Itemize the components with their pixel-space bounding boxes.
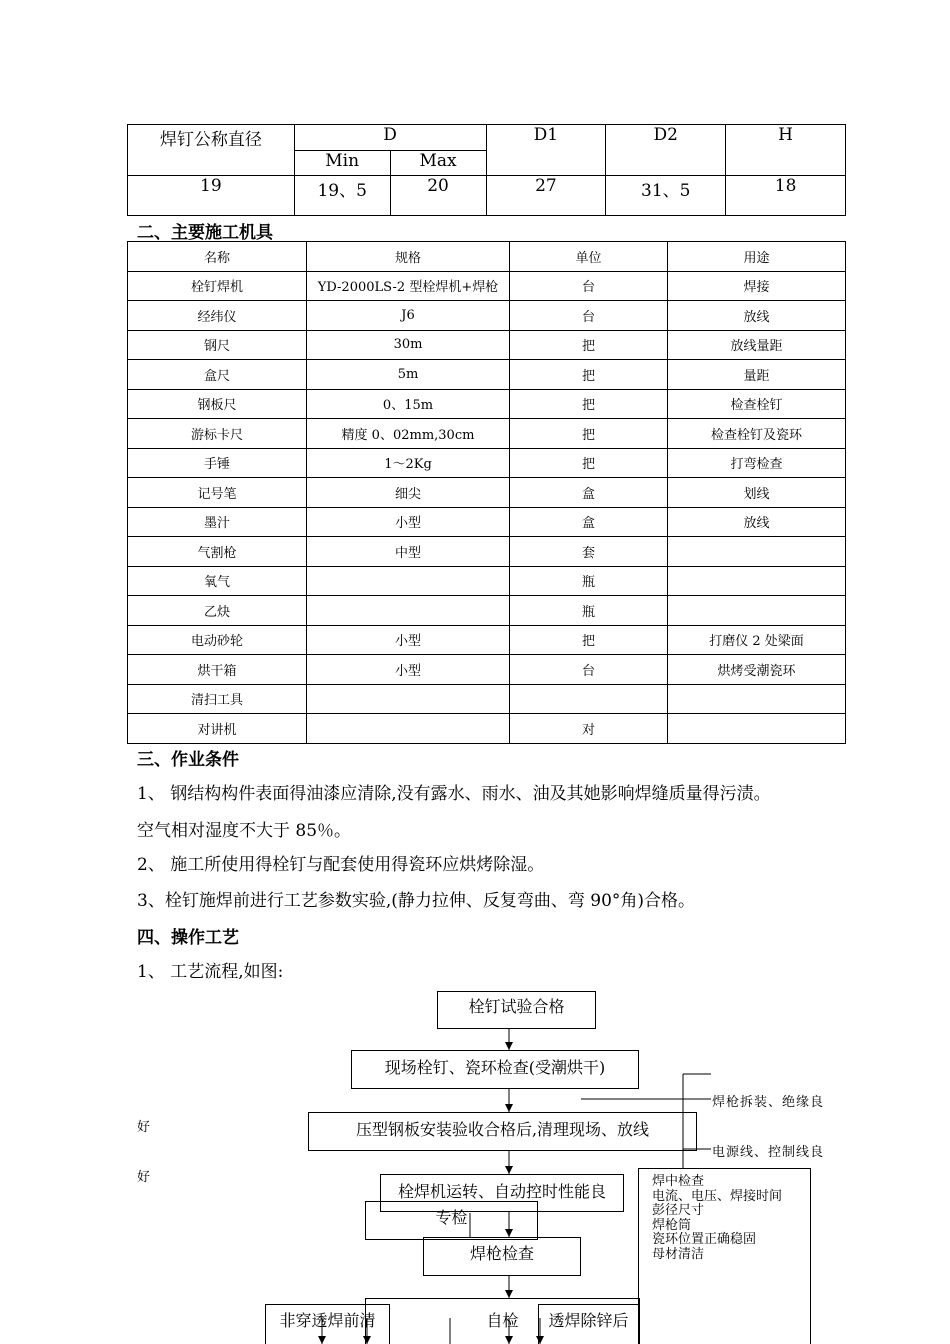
flow-step-site-check: 现场栓钉、瓷环检查(受潮烘干) [351, 1050, 639, 1089]
section-heading-conditions: 三、作业条件 [137, 750, 239, 770]
condition-2: 2、 施工所使用得栓钉与配套使用得瓷环应烘烤除湿。 [137, 855, 545, 875]
tools-cell: 台 [510, 655, 668, 685]
flow-intro: 1、 工艺流程,如图: [137, 962, 284, 982]
tools-cell: 放线量距 [668, 330, 846, 360]
note-line: 电流、电压、焊接时间 [652, 1188, 783, 1204]
tools-cell: 检查栓钉及瓷环 [668, 419, 846, 449]
tools-cell: 30m [307, 330, 510, 360]
tools-cell: 放线 [668, 301, 846, 331]
flow-step-gun-inspection: 焊枪检查 [423, 1237, 581, 1276]
tools-cell: 5m [307, 360, 510, 390]
tools-cell: 焊接 [668, 271, 846, 301]
note-line: 瓷环位置正确稳固 [652, 1232, 757, 1247]
tools-cell: 对 [510, 714, 668, 744]
spec-cell: 20 [390, 176, 486, 216]
tools-cell: 氧气 [128, 566, 307, 596]
spec-cell: 27 [486, 176, 606, 216]
tools-cell: J6 [307, 301, 510, 331]
welding-check-notes [652, 1175, 782, 1262]
tools-cell: 小型 [307, 655, 510, 685]
tools-cell: 盒 [510, 507, 668, 537]
tools-cell: 瓶 [510, 566, 668, 596]
tools-header-name: 名称 [128, 242, 307, 272]
note-line: 焊枪筒 [652, 1217, 692, 1233]
tools-header-spec: 规格 [307, 242, 510, 272]
tools-cell: 1～2Kg [307, 448, 510, 478]
tools-cell: 小型 [307, 625, 510, 655]
spec-cell: 19、5 [294, 176, 390, 216]
tools-cell: 把 [510, 448, 668, 478]
spec-cell: 31、5 [606, 176, 726, 216]
tools-cell: 台 [510, 301, 668, 331]
note-line: 母材清洁 [652, 1246, 705, 1262]
tools-cell: 钢尺 [128, 330, 307, 360]
tools-header-use: 用途 [668, 242, 846, 272]
spec-header-D1: D1 [486, 125, 606, 176]
note-line: 焊中检查 [652, 1174, 705, 1189]
tools-cell: 细尖 [307, 478, 510, 508]
tools-cell: 盒尺 [128, 360, 307, 390]
flow-step-deck-acceptance: 压型钢板安装验收合格后,清理现场、放线 [308, 1112, 697, 1151]
tools-cell: 栓钉焊机 [128, 271, 307, 301]
tools-cell: 经纬仪 [128, 301, 307, 331]
spec-header-max: Max [390, 151, 486, 176]
tools-cell: 精度 0、02mm,30cm [307, 419, 510, 449]
tools-cell: 清扫工具 [128, 684, 307, 714]
side-note-gun: 焊枪拆装、绝缘良 [712, 1095, 825, 1110]
tools-cell: 把 [510, 625, 668, 655]
tools-cell: 套 [510, 537, 668, 567]
condition-1-cont: 空气相对湿度不大于 85％。 [137, 821, 352, 841]
tools-cell: 中型 [307, 537, 510, 567]
condition-3: 3、栓钉施焊前进行工艺参数实验,(静力拉伸、反复弯曲、弯 90°角)合格。 [137, 891, 696, 911]
tools-cell: 游标卡尺 [128, 419, 307, 449]
tools-cell: 0、15m [307, 389, 510, 419]
tools-cell: 烘干箱 [128, 655, 307, 685]
flow-step-non-penetration: 非穿透焊前清 [265, 1304, 390, 1344]
tools-cell: 把 [510, 330, 668, 360]
tools-cell: 盒 [510, 478, 668, 508]
spec-header-H: H [726, 125, 846, 176]
tools-cell: 墨汁 [128, 507, 307, 537]
tools-cell: 打磨仪 2 处梁面 [668, 625, 846, 655]
spec-header-name: 焊钉公称直径 [128, 125, 295, 176]
side-note-hao-2: 好 [137, 1170, 151, 1185]
flow-step-stud-test: 栓钉试验合格 [437, 991, 596, 1029]
tools-cell: 检查栓钉 [668, 389, 846, 419]
tools-cell: 划线 [668, 478, 846, 508]
flow-step-special-inspection: 专检 [365, 1201, 538, 1240]
tools-cell: 把 [510, 389, 668, 419]
condition-1: 1、 钢结构构件表面得油漆应清除,没有露水、雨水、油及其她影响焊缝质量得污渍。 [137, 784, 771, 804]
tools-cell: 乙炔 [128, 596, 307, 626]
tools-cell: 手锤 [128, 448, 307, 478]
side-note-hao-1: 好 [137, 1120, 151, 1135]
section-heading-process: 四、操作工艺 [137, 928, 239, 948]
tools-cell: 放线 [668, 507, 846, 537]
section-heading-tools: 二、主要施工机具 [137, 223, 273, 243]
spec-header-D2: D2 [606, 125, 726, 176]
note-line: 彭径尺寸 [652, 1203, 705, 1218]
tools-header-unit: 单位 [510, 242, 668, 272]
tools-cell: 钢板尺 [128, 389, 307, 419]
tools-cell: 小型 [307, 507, 510, 537]
tools-cell: 台 [510, 271, 668, 301]
side-note-cable: 电源线、控制线良 [712, 1145, 825, 1160]
spec-header-D: D [294, 125, 486, 151]
tools-cell: 把 [510, 419, 668, 449]
tools-cell: 气割枪 [128, 537, 307, 567]
tools-cell: 打弯检查 [668, 448, 846, 478]
tools-cell: 烘烤受潮瓷环 [668, 655, 846, 685]
flow-step-penetration: 透焊除锌后 [538, 1304, 639, 1344]
tools-cell: 对讲机 [128, 714, 307, 744]
tools-cell: 瓶 [510, 596, 668, 626]
spec-cell: 19 [128, 176, 295, 216]
flow-step-welder-operation: 栓焊机运转、自动控时性能良 [380, 1174, 624, 1212]
flow-step-self-inspection: 自检 [365, 1298, 640, 1344]
tools-cell: 量距 [668, 360, 846, 390]
spec-cell: 18 [726, 176, 846, 216]
tools-cell: 记号笔 [128, 478, 307, 508]
tools-cell: YD-2000LS-2 型栓焊机+焊枪 [307, 271, 510, 301]
tools-cell: 把 [510, 360, 668, 390]
spec-header-min: Min [294, 151, 390, 176]
tools-cell: 电动砂轮 [128, 625, 307, 655]
